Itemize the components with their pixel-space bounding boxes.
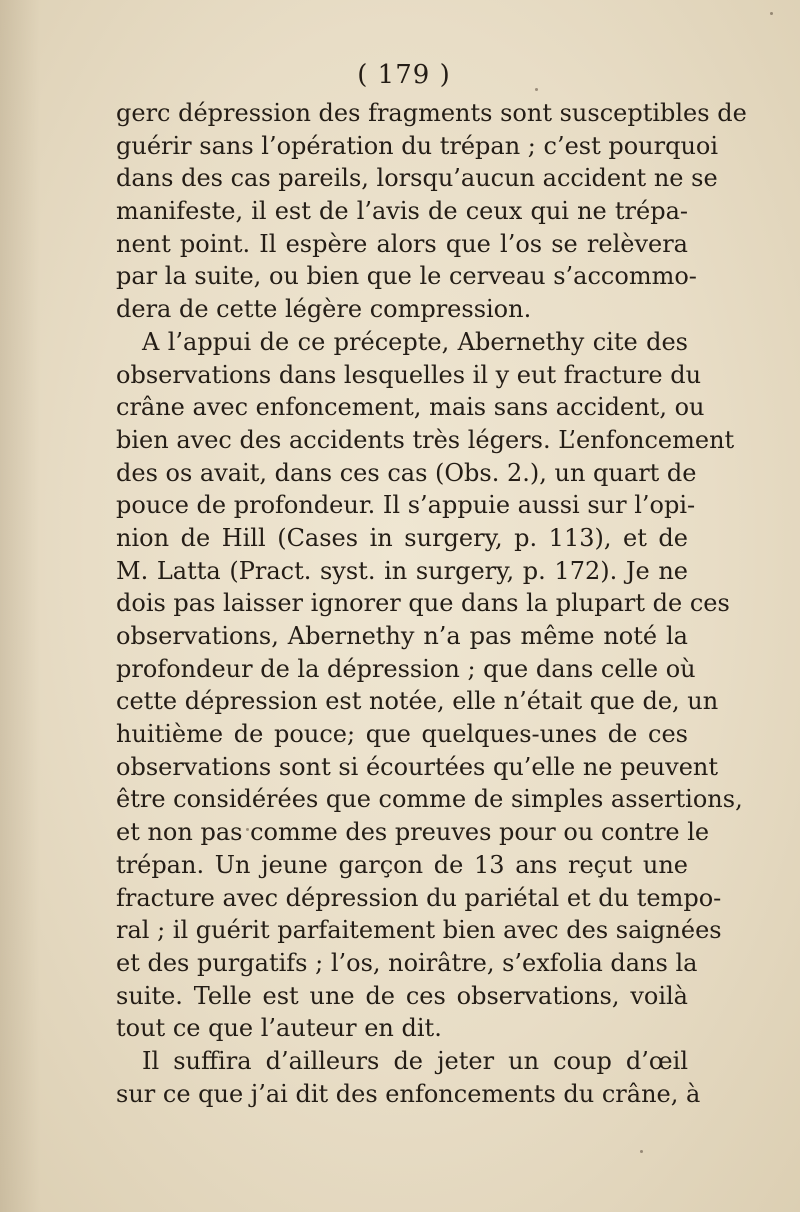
text-line: Il suffira d’ailleurs de jeter un coup d’œil (142, 1046, 688, 1075)
paragraph (116, 326, 743, 1045)
text-line: fracture avec dépression du pariétal et du tempo- (116, 883, 722, 912)
text-line: dans des cas pareils, lorsqu’aucun accident ne se (116, 164, 718, 193)
text-line: dera de cette légère compression. (116, 295, 532, 324)
text-line: observations dans lesquelles il y eut fracture du (116, 360, 702, 389)
text-line: des os avait, dans ces cas (Obs. 2.), un quart de (116, 458, 697, 487)
text-line: M. Latta (Pract. syst. in surgery, p. 172). Je ne (116, 556, 688, 585)
text-line: manifeste, il est de l’avis de ceux qui ne trépa- (116, 197, 688, 226)
text-line: cette dépression est notée, elle n’était que de, un (116, 687, 719, 716)
text-line: nent point. Il espère alors que l’os se relèvera (116, 229, 688, 258)
text-line: suite. Telle est une de ces observations, voilà (116, 981, 688, 1010)
text-line: sur ce que j’ai dit des enfoncements du crâne, à (116, 1079, 701, 1108)
text-line: observations, Abernethy n’a pas même noté la (116, 622, 688, 650)
text-line: par la suite, ou bien que le cerveau s’accommo- (116, 262, 697, 291)
paper-speck (640, 1150, 643, 1153)
text-line: bien avec des accidents très légers. L’enfoncement (116, 425, 735, 454)
text-line: observations sont si écourtées qu’elle ne peuvent (116, 752, 718, 781)
text-line: être considérées que comme de simples assertions, (116, 785, 743, 814)
text-line: profondeur de la dépression ; que dans celle où (116, 654, 696, 683)
body-text (116, 97, 747, 1110)
text-line: guérir sans l’opération du trépan ; c’est pourquoi (116, 131, 719, 160)
paper-speck (770, 12, 773, 15)
text-line: ral ; il guérit parfaitement bien avec des saignées (116, 916, 722, 945)
paper-speck (535, 88, 538, 91)
binding-shadow (0, 0, 40, 1212)
paragraph (116, 97, 747, 326)
text-line: A l’appui de ce précepte, Abernethy cite des (142, 327, 688, 356)
text-line: et non pas comme des preuves pour ou contre le (116, 818, 710, 847)
text-line: huitième de pouce; que quelques-unes de ces (116, 720, 688, 749)
text-line: nion de Hill (Cases in surgery, p. 113), et de (116, 523, 688, 552)
text-line: pouce de profondeur. Il s’appuie aussi sur l’opi- (116, 491, 696, 520)
text-line: et des purgatifs ; l’os, noirâtre, s’exfolia dans la (116, 948, 698, 977)
paragraph (116, 1045, 701, 1110)
page-number: ( 179 ) (357, 60, 451, 90)
paper-speck (246, 828, 249, 831)
text-line: crâne avec enfoncement, mais sans accident, ou (116, 393, 705, 422)
text-line: tout ce que l’auteur en dit. (116, 1014, 442, 1043)
text-line: trépan. Un jeune garçon de 13 ans reçut une (116, 850, 688, 879)
text-line: gerc dépression des fragments sont susceptibles de (116, 99, 747, 127)
text-line: dois pas laisser ignorer que dans la plupart de ces (116, 589, 730, 618)
